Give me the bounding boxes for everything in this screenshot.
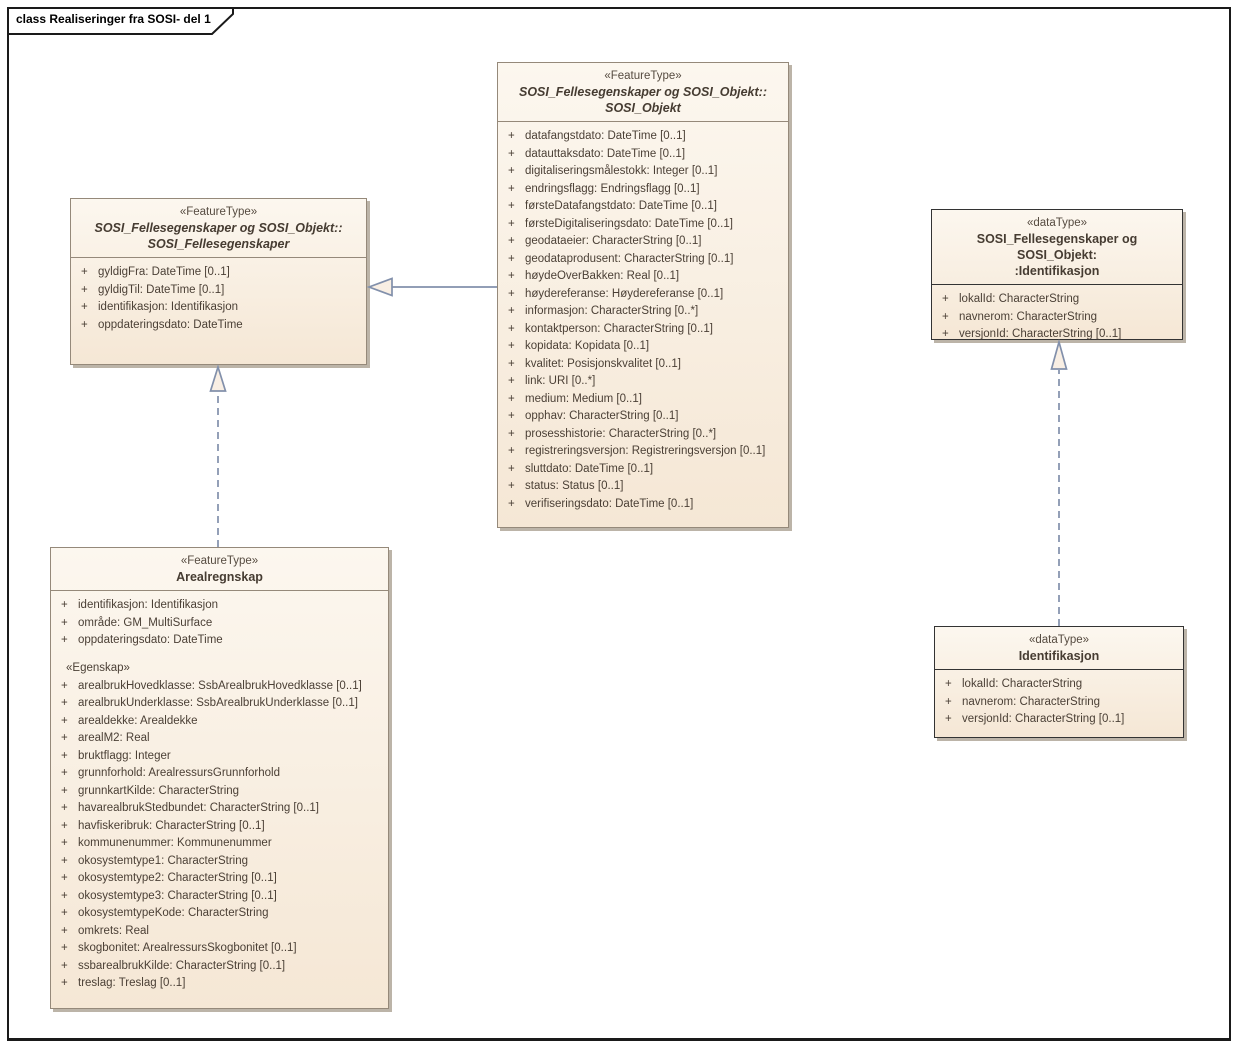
visibility-marker: + — [508, 182, 515, 195]
visibility-marker: + — [508, 497, 515, 510]
attribute-row — [502, 426, 784, 444]
attribute-text: okosystemtype2: CharacterString [0..1] — [78, 872, 277, 884]
attribute-text: førsteDigitaliseringsdato: DateTime [0..1] — [525, 217, 733, 230]
attribute-row — [502, 391, 784, 409]
class-name-line2: SOSI_Objekt — [605, 101, 681, 115]
class-name — [55, 569, 384, 585]
visibility-marker: + — [508, 427, 515, 440]
attribute-row — [55, 783, 384, 801]
attribute-row — [75, 317, 362, 335]
attribute-row — [502, 496, 784, 514]
attribute-text: versjonId: CharacterString [0..1] — [959, 328, 1122, 340]
attribute-text: gyldigTil: DateTime [0..1] — [98, 283, 225, 296]
attribute-text: arealbrukUnderklasse: SsbArealbrukUnderklasse [0..1] — [78, 697, 358, 709]
attribute-text: kontaktperson: CharacterString [0..1] — [525, 322, 713, 335]
diagram-title: class Realiseringer fra SOSI- del 1 — [16, 12, 211, 26]
class-name-line1: SOSI_Fellesegenskaper og SOSI_Objekt:: — [518, 85, 767, 99]
attribute-row — [502, 216, 784, 234]
visibility-marker: + — [508, 200, 515, 212]
visibility-marker: + — [508, 252, 515, 265]
attribute-row — [502, 461, 784, 479]
visibility-marker: + — [508, 235, 515, 247]
attribute-row — [55, 730, 384, 748]
visibility-marker: + — [61, 599, 68, 611]
class-header — [51, 548, 388, 591]
visibility-marker: + — [61, 977, 68, 989]
attribute-text: medium: Medium [0..1] — [525, 392, 642, 405]
visibility-marker: + — [508, 130, 515, 142]
attribute-text: prosesshistorie: CharacterString [0..*] — [525, 427, 717, 440]
attribute-text: versjonId: CharacterString [0..1] — [962, 713, 1125, 725]
attribute-text: arealdekke: Arealdekke — [78, 714, 198, 727]
visibility-marker: + — [61, 802, 68, 814]
attribute-text: grunnkartKilde: CharacterString — [78, 784, 240, 797]
attribute-row — [55, 678, 384, 696]
attribute-row — [502, 286, 784, 304]
visibility-marker: + — [61, 854, 68, 867]
visibility-marker: + — [61, 767, 68, 779]
visibility-marker: + — [61, 924, 68, 937]
attribute-row — [502, 233, 784, 251]
visibility-marker: + — [508, 375, 515, 387]
attribute-row — [55, 713, 384, 731]
attribute-row — [502, 198, 784, 216]
visibility-marker: + — [942, 328, 949, 340]
attribute-row — [502, 251, 784, 269]
visibility-marker: + — [81, 301, 88, 313]
attribute-text: lokalId: CharacterString — [959, 293, 1080, 305]
attribute-text: okosystemtype3: CharacterString [0..1] — [78, 889, 277, 902]
visibility-marker: + — [508, 322, 515, 335]
attribute-row — [55, 765, 384, 783]
attribute-text: arealM2: Real — [78, 732, 150, 744]
attribute-row — [55, 632, 384, 650]
attribute-row — [502, 163, 784, 181]
attributes-compartment — [71, 258, 366, 338]
attribute-text: omkrets: Real — [78, 924, 149, 937]
stereotype-label: «FeatureType» — [179, 206, 258, 218]
attribute-text: verifiseringsdato: DateTime [0..1] — [525, 497, 694, 510]
attribute-text: status: Status [0..1] — [525, 480, 624, 492]
class-header — [935, 627, 1183, 670]
attribute-row — [55, 923, 384, 941]
attribute-text: lokalId: CharacterString — [962, 678, 1083, 690]
attribute-row — [936, 309, 1178, 327]
attribute-text: datafangstdato: DateTime [0..1] — [525, 130, 686, 142]
datatype-box-identifikasjon-qualified[interactable] — [931, 209, 1183, 340]
attribute-text: bruktflagg: Integer — [78, 749, 171, 762]
visibility-marker: + — [61, 732, 68, 744]
attribute-row — [502, 146, 784, 164]
visibility-marker: + — [942, 310, 949, 323]
attributes-compartment — [935, 670, 1183, 733]
visibility-marker: + — [508, 445, 515, 457]
attribute-row — [502, 338, 784, 356]
visibility-marker: + — [81, 283, 88, 296]
attribute-text: geodataeier: CharacterString [0..1] — [525, 235, 702, 247]
attribute-text: grunnforhold: ArealressursGrunnforhold — [78, 767, 281, 779]
attribute-row — [55, 835, 384, 853]
attribute-text: havfiskeribruk: CharacterString [0..1] — [78, 819, 265, 832]
egenskap-attributes-list — [55, 678, 384, 993]
visibility-marker: + — [61, 889, 68, 902]
attribute-text: skogbonitet: ArealressursSkogbonitet [0..1] — [78, 942, 297, 954]
class-box-sosi-objekt[interactable] — [497, 62, 789, 528]
visibility-marker: + — [508, 357, 515, 370]
class-name-line1: SOSI_Fellesegenskaper og SOSI_Objekt: — [976, 232, 1138, 262]
attribute-text: kvalitet: Posisjonskvalitet [0..1] — [525, 357, 681, 370]
visibility-marker: + — [942, 293, 949, 305]
attribute-row — [55, 888, 384, 906]
attribute-row — [502, 128, 784, 146]
attribute-text: førsteDatafangstdato: DateTime [0..1] — [525, 200, 717, 212]
attribute-row — [55, 958, 384, 976]
attribute-row — [502, 181, 784, 199]
attribute-row — [502, 321, 784, 339]
visibility-marker: + — [61, 819, 68, 832]
class-header — [932, 210, 1182, 285]
attribute-text: høydeOverBakken: Real [0..1] — [525, 270, 680, 282]
class-name — [502, 84, 784, 116]
attribute-row — [55, 940, 384, 958]
attribute-row — [939, 711, 1179, 729]
visibility-marker: + — [61, 837, 68, 849]
attributes-list — [75, 264, 362, 334]
attribute-text: okosystemtypeKode: CharacterString — [78, 907, 269, 919]
stereotype-label: «FeatureType» — [180, 555, 259, 567]
attribute-text: havarealbrukStedbundet: CharacterString [0..1] — [78, 802, 320, 814]
stereotype-label: «dataType» — [1026, 217, 1088, 229]
attribute-row — [55, 615, 384, 633]
attribute-row — [502, 443, 784, 461]
attribute-text: navnerom: CharacterString — [959, 310, 1098, 323]
attribute-text: gyldigFra: DateTime [0..1] — [98, 266, 230, 278]
attribute-row — [936, 291, 1178, 309]
class-name-line2: :Identifikasjon — [1014, 264, 1100, 278]
attribute-text: identifikasjon: Identifikasjon — [98, 301, 238, 313]
class-header — [498, 63, 788, 122]
attribute-row — [75, 282, 362, 300]
attribute-text: høydereferanse: Høydereferanse [0..1] — [525, 287, 724, 300]
attribute-row — [55, 853, 384, 871]
attribute-text: okosystemtype1: CharacterString — [78, 854, 249, 867]
attribute-row — [502, 303, 784, 321]
visibility-marker: + — [945, 713, 952, 725]
visibility-marker: + — [508, 462, 515, 475]
attribute-text: treslag: Treslag [0..1] — [78, 977, 186, 989]
attribute-row — [55, 905, 384, 923]
class-name — [936, 231, 1178, 279]
class-name-line2: SOSI_Fellesegenskaper — [147, 237, 290, 251]
attribute-text: navnerom: CharacterString — [962, 695, 1101, 708]
attribute-row — [502, 268, 784, 286]
attributes-list — [939, 676, 1179, 729]
visibility-marker: + — [508, 287, 515, 300]
visibility-marker: + — [61, 959, 68, 972]
attribute-text: oppdateringsdato: DateTime — [78, 634, 223, 646]
visibility-marker: + — [61, 749, 68, 762]
attribute-text: registreringsversjon: Registreringsversjon [0..1] — [525, 445, 766, 457]
class-name-line1: Arealregnskap — [176, 570, 263, 584]
attribute-row — [939, 694, 1179, 712]
attribute-row — [936, 326, 1178, 344]
visibility-marker: + — [508, 392, 515, 405]
attribute-row — [502, 373, 784, 391]
class-name-line1: SOSI_Fellesegenskaper og SOSI_Objekt:: — [94, 221, 343, 235]
class-box-arealregnskap[interactable] — [50, 547, 389, 1009]
visibility-marker: + — [61, 616, 68, 629]
visibility-marker: + — [81, 266, 88, 278]
stereotype-label: «dataType» — [1028, 634, 1090, 646]
attribute-text: digitaliseringsmålestokk: Integer [0..1] — [525, 165, 718, 177]
attribute-row — [55, 695, 384, 713]
visibility-marker: + — [945, 695, 952, 708]
visibility-marker: + — [508, 410, 515, 422]
visibility-marker: + — [61, 634, 68, 646]
attributes-compartment — [498, 122, 788, 517]
visibility-marker: + — [61, 907, 68, 919]
visibility-marker: + — [81, 318, 88, 331]
datatype-box-identifikasjon[interactable] — [934, 626, 1184, 738]
attribute-row — [55, 597, 384, 615]
visibility-marker: + — [61, 714, 68, 727]
attribute-text: ssbarealbrukKilde: CharacterString [0..1] — [78, 959, 286, 972]
attribute-text: datauttaksdato: DateTime [0..1] — [525, 147, 686, 160]
visibility-marker: + — [508, 217, 515, 230]
attributes-list — [55, 597, 384, 650]
attribute-row — [55, 748, 384, 766]
attribute-text: oppdateringsdato: DateTime — [98, 318, 243, 331]
visibility-marker: + — [508, 480, 515, 492]
attribute-row — [939, 676, 1179, 694]
attribute-row — [55, 870, 384, 888]
stereotype-label: «FeatureType» — [604, 70, 682, 82]
attribute-text: identifikasjon: Identifikasjon — [78, 599, 218, 611]
attributes-list — [502, 128, 784, 513]
attributes-compartment — [932, 285, 1182, 348]
attribute-text: kopidata: Kopidata [0..1] — [525, 340, 650, 352]
visibility-marker: + — [61, 784, 68, 797]
attribute-text: link: URI [0..*] — [525, 375, 596, 387]
attributes-list — [936, 291, 1178, 344]
attribute-text: kommunenummer: Kommunenummer — [78, 837, 272, 849]
visibility-marker: + — [508, 165, 515, 177]
attribute-text: endringsflagg: Endringsflagg [0..1] — [525, 182, 700, 195]
visibility-marker: + — [61, 942, 68, 954]
visibility-marker: + — [61, 679, 68, 692]
attribute-text: opphav: CharacterString [0..1] — [525, 410, 679, 422]
visibility-marker: + — [61, 872, 68, 884]
visibility-marker: + — [61, 697, 68, 709]
attribute-row — [502, 408, 784, 426]
attribute-row — [502, 478, 784, 496]
attributes-compartment — [51, 591, 388, 997]
attribute-group-label: «Egenskap» — [66, 661, 130, 674]
attribute-text: arealbrukHovedklasse: SsbArealbrukHovedklasse [0..1] — [78, 679, 362, 692]
attribute-row — [75, 299, 362, 317]
class-header — [71, 199, 366, 258]
attribute-row — [55, 975, 384, 993]
visibility-marker: + — [508, 147, 515, 160]
class-name-line1: Identifikasjon — [1018, 649, 1100, 663]
class-name — [939, 648, 1179, 664]
attribute-text: informasjon: CharacterString [0..*] — [525, 305, 699, 317]
attribute-text: område: GM_MultiSurface — [78, 616, 213, 629]
visibility-marker: + — [508, 270, 515, 282]
visibility-marker: + — [945, 678, 952, 690]
visibility-marker: + — [508, 340, 515, 352]
attribute-row — [75, 264, 362, 282]
class-box-sosi-fellesegenskaper[interactable] — [70, 198, 367, 365]
class-name — [75, 220, 362, 252]
attribute-text: geodataprodusent: CharacterString [0..1] — [525, 252, 734, 265]
visibility-marker: + — [508, 305, 515, 317]
attribute-text: sluttdato: DateTime [0..1] — [525, 462, 654, 475]
attribute-row — [55, 818, 384, 836]
attribute-row — [502, 356, 784, 374]
attribute-row — [55, 800, 384, 818]
